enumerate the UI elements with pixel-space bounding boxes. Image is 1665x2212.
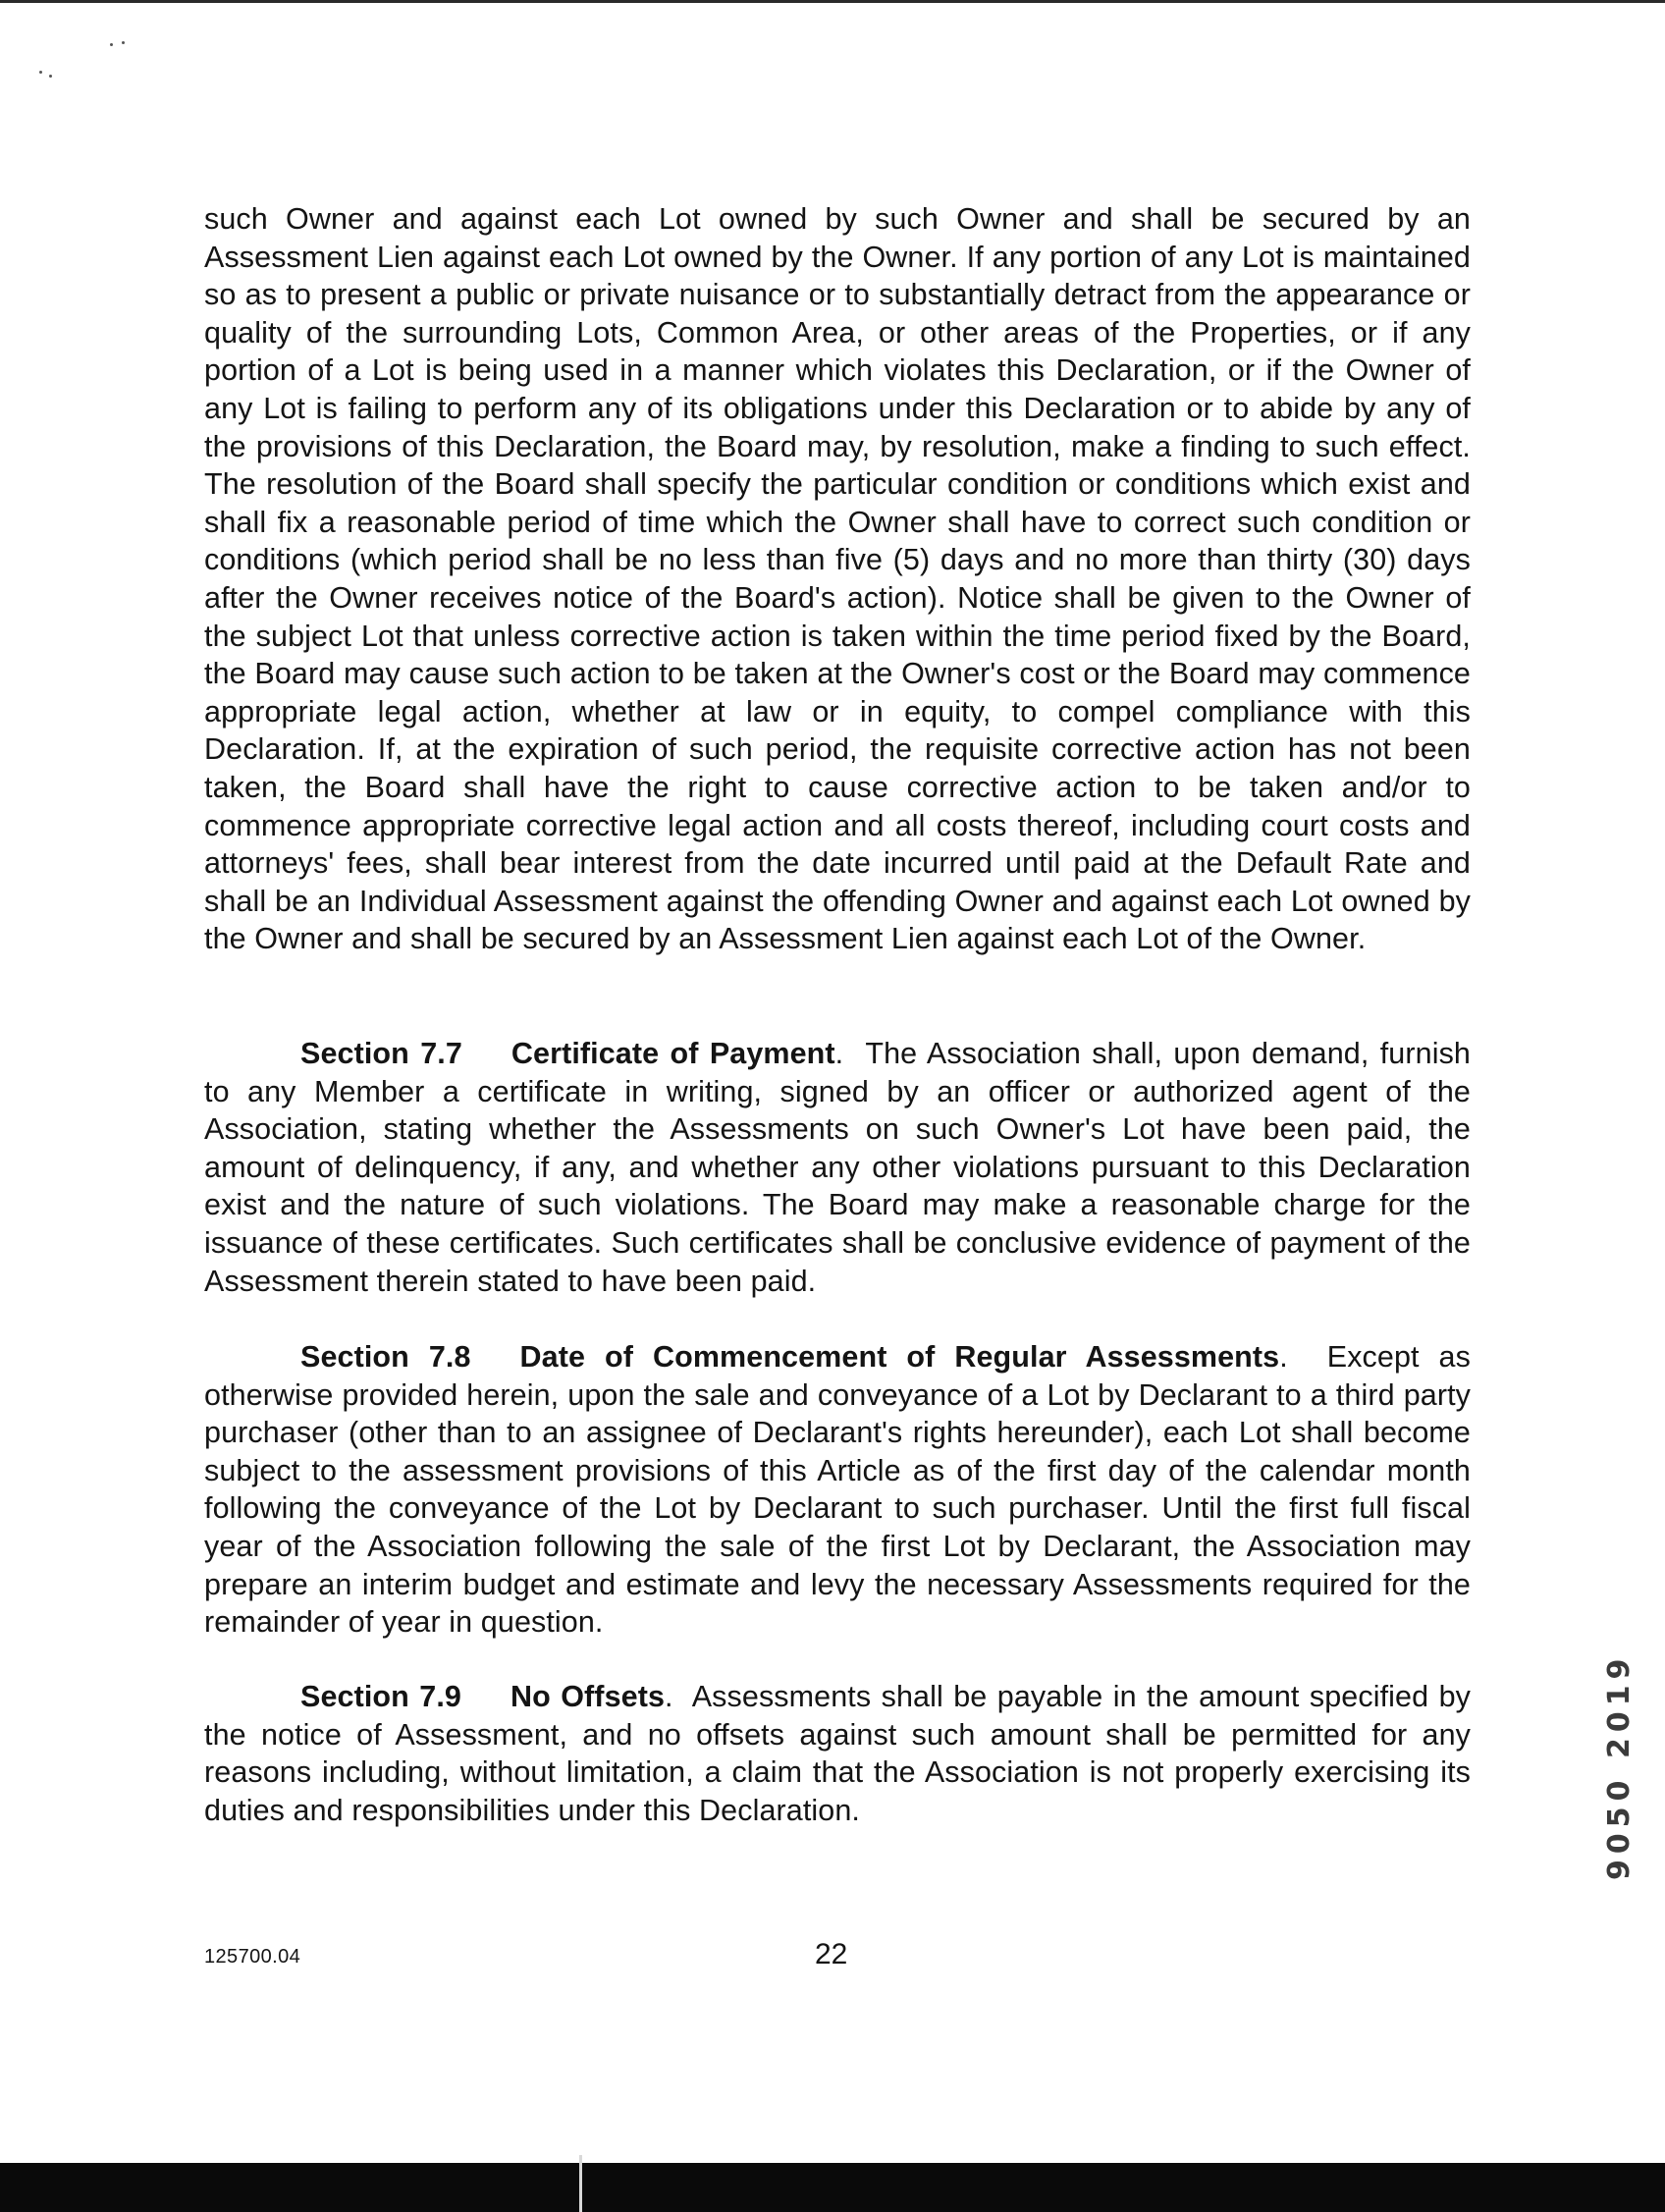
section-title: Date of Commencement of Regular Assessments [519, 1340, 1280, 1374]
section-number: Section 7.7 [300, 1037, 462, 1070]
scan-speck [39, 71, 42, 74]
footer-document-number: 125700.04 [204, 1946, 301, 1968]
section-number: Section 7.8 [300, 1340, 471, 1374]
section-body: The Association shall, upon demand, furnish to any Member a certificate in writing, signed by an officer or authorized agent of the Association, stating whether the Assessments on such Owner's Lot have been paid, the amount of delinquency, if any, and whether any other violations pursuant to this Declaration exist and the nature of such violations. The Board may make a reasonable charge for the issuance of these certificates. Such certificates shall be conclusive evidence of payment of the Assessment therein stated to have been paid. [204, 1037, 1471, 1298]
scan-bottom-divider [579, 2155, 582, 2212]
section-number: Section 7.9 [300, 1680, 461, 1713]
section-7-9-paragraph: Section 7.9 No Offsets. Assessments shall be payable in the amount specified by the notice of Assessment, and no offsets against such amount shall be permitted for any reasons including, without limitation, a claim that the Association is not properly exercising its duties and responsibilities under this Declaration. [204, 1680, 1471, 1827]
section-title: Certificate of Payment [510, 1037, 835, 1070]
section-7-8-paragraph: Section 7.8 Date of Commencement of Regular Assessments. Except as otherwise provided herein, upon the sale and conveyance of a Lot by Declarant to a third party purchaser (other than to an assignee of Declarant's rights hereunder), each Lot shall become subject to the assessment provisions of this Article as of the first day of the calendar month following the conveyance of the Lot by Declarant to such purchaser. Until the first full fiscal year of the Association following the sale of the first Lot by Declarant, the Association may prepare an interim budget and estimate and levy the necessary Assessments required for the remainder of year in question. [204, 1340, 1471, 1640]
scan-bottom-edge [0, 2163, 1665, 2212]
scan-top-edge [0, 0, 1665, 3]
continuation-paragraph: such Owner and against each Lot owned by such Owner and shall be secured by an Assessment Lien against each Lot owned by the Owner. If any portion of any Lot is maintained so as to present a public or private nuisance or to substantially detract from the appearance or quality of the surrounding Lots, Common Area, or other areas of the Properties, or if any portion of a Lot is being used in a manner which violates this Declaration, or if the Owner of any Lot is failing to perform any of its obligations under this Declaration or to abide by any of the provisions of this Declaration, the Board may, by resolution, make a finding to such effect. The resolution of the Board shall specify the particular condition or conditions which exist and shall fix a reasonable period of time which the Owner shall have to correct such condition or conditions (which period shall be no less than five (5) days and no more than thirty (30) days after the Owner receives notice of the Board's action). Notice shall be given to the Owner of the subject Lot that unless corrective action is taken within the time period fixed by the Board, the Board may cause such action to be taken at the Owner's cost or the Board may commence appropriate legal action, whether at law or in equity, to compel compliance with this Declaration. If, at the expiration of such period, the requisite corrective action has not been taken, the Board shall have the right to cause corrective action to be taken and/or to commence appropriate corrective legal action and all costs thereof, including court costs and attorneys' fees, shall bear interest from the date incurred until paid at the Default Rate and shall be an Individual Assessment against the offending Owner and against each Lot owned by the Owner and shall be secured by an Assessment Lien against each Lot of the Owner. [204, 202, 1471, 956]
section-title: No Offsets [510, 1680, 666, 1713]
section-7-7-paragraph: Section 7.7 Certificate of Payment. The Association shall, upon demand, furnish to any Member a certificate in writing, signed by an officer or authorized agent of the Association, stating whether the Assessments on such Owner's Lot have been paid, the amount of delinquency, if any, and whether any other violations pursuant to this Declaration exist and the nature of such violations. The Board may make a reasonable charge for the issuance of these certificates. Such certificates shall be conclusive evidence of payment of the Assessment therein stated to have been paid. [204, 1037, 1471, 1298]
scan-speck [110, 43, 113, 46]
scan-speck [122, 41, 125, 44]
section-body: Assessments shall be payable in the amount specified by the notice of Assessment, and no offsets against such amount shall be permitted for any reasons including, without limitation, a claim that the Association is not properly exercising its duties and responsibilities under this Declaration. [204, 1680, 1471, 1827]
scan-speck [49, 75, 52, 78]
margin-recording-stamp: 9050 2019 [1602, 1652, 1637, 1880]
footer-page-number: 22 [815, 1938, 848, 1970]
section-body: Except as otherwise provided herein, upon the sale and conveyance of a Lot by Declarant to a third party purchaser (other than to an assignee of Declarant's rights hereunder), each Lot shall become subject to the assessment provisions of this Article as of the first day of the calendar month following the conveyance of the Lot by Declarant to such purchaser. Until the first full fiscal year of the Association following the sale of the first Lot by Declarant, the Association may prepare an interim budget and estimate and levy the necessary Assessments required for the remainder of year in question. [204, 1340, 1471, 1640]
